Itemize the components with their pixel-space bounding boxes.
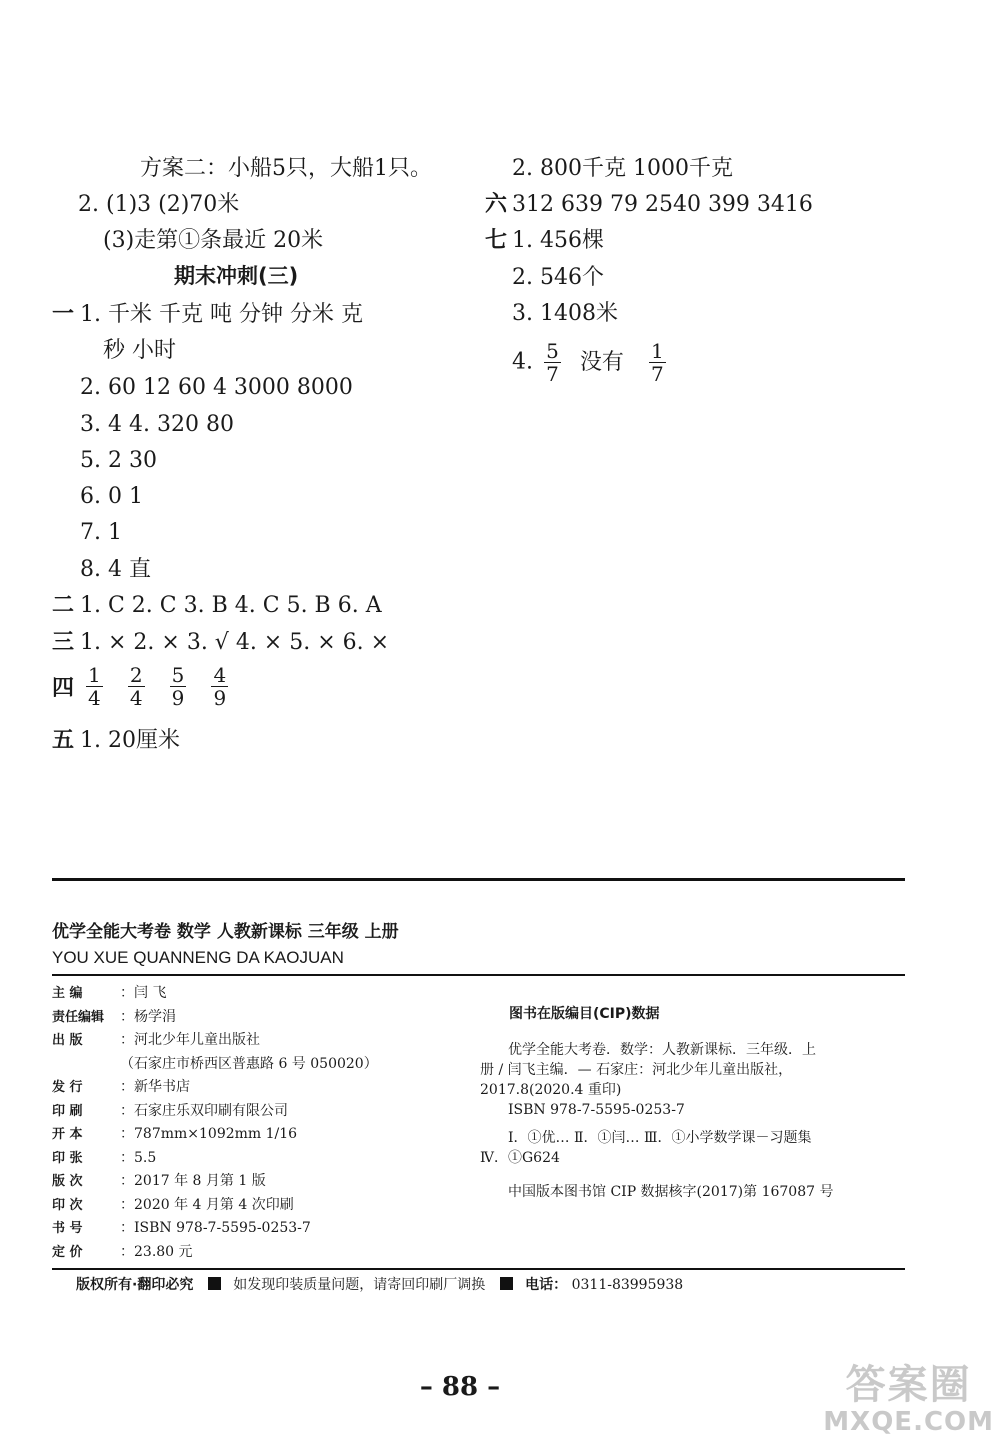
info-row: （石家庄市桥西区普惠路 6 号 050020） [120,1055,378,1072]
fraction: $\frac{1}{7}$ [651,339,664,386]
s1-q1-answer-cont: 秒 小时 [103,338,176,363]
section-seven-mark: 七 [485,228,508,253]
section-six-mark: 六 [485,192,508,217]
quality-notice: 如发现印装质量问题，请寄回印刷厂调换 [233,1277,486,1293]
fraction: $\frac{1}{4}$ [88,663,101,710]
cip-title: 图书在版编目(CIP)数据 [509,1006,660,1022]
black-square-icon [208,1277,221,1290]
page-number: – 88 – [419,1372,501,1402]
info-row: 开 本 ：787mm×1092mm 1/16 [52,1126,298,1142]
info-row: 主 编 ：闫 飞 [52,985,167,1001]
cip-line: 2017.8(2020.4 重印) [480,1082,622,1098]
fraction: $\frac{5}{9}$ [171,663,185,710]
s7-q3-answer: 3. 1408米 [512,301,618,326]
copyright-footer [76,1274,683,1296]
section-title: 期末冲刺(三) [174,264,299,288]
fraction: $\frac{5}{7}$ [546,339,559,386]
black-square-icon [500,1277,513,1290]
s7-q4-answer [512,340,680,385]
title-divider [52,974,905,976]
q2-answer-line2: (3)走第①条最近 20米 [103,228,324,253]
footer-divider [52,1268,905,1270]
site-watermark [823,1363,994,1437]
info-row: 发 行 ：新华书店 [52,1079,190,1095]
plan-two-answer: 方案二：小船5只，大船1只。 [140,156,432,181]
phone-number: 0311-83995938 [571,1277,684,1293]
cip-record [480,1040,816,1120]
cip-classification [480,1128,811,1168]
s7-q4-middle-text: 没有 [579,349,624,375]
info-row: 定 价 ：23.80 元 [52,1243,193,1260]
s1-q7-answer: 7. 1 [80,520,122,545]
fraction: $\frac{2}{4}$ [129,663,143,710]
s1-q6-answer: 6. 0 1 [80,484,143,509]
s1-q8-answer: 8. 4 直 [80,557,151,582]
info-row: 书 号 ：ISBN 978-7-5595-0253-7 [52,1220,311,1236]
section-one-mark: 一 [52,302,75,327]
book-title: 优学全能大考卷 数学 人教新课标 三年级 上册 [52,922,399,942]
s1-q1-answer: 1. 千米 千克 吨 分钟 分米 克 [80,302,363,327]
fraction: $\frac{4}{9}$ [213,663,227,710]
section-five-answer: 1. 20厘米 [80,728,180,753]
info-row: 印 次 ：2020 年 4 月第 4 次印刷 [52,1196,294,1213]
section-four-fractions [80,664,242,709]
section-two-answers: 1. C 2. C 3. B 4. C 5. B 6. A [80,593,382,618]
watermark-url: MXQE.COM [823,1407,994,1437]
s7-q2-answer: 2. 546个 [512,265,604,290]
section-five-mark: 五 [52,728,75,753]
watermark-logo: 答案圈 [845,1362,972,1408]
cip-class-line: Ⅰ．①优… Ⅱ．①闫… Ⅲ．①小学数学课－习题集 [508,1130,812,1146]
s7-q1-answer: 1. 456棵 [512,228,604,253]
section-two-mark: 二 [52,593,75,618]
section-four-mark: 四 [52,676,75,701]
cip-line: 册 / 闫飞主编．— 石家庄：河北少年儿童出版社， [480,1062,793,1078]
phone-label: 电话： [525,1277,568,1293]
info-row: 印 张 ：5.5 [52,1149,157,1166]
book-title-pinyin: YOU XUE QUANNENG DA KAOJUAN [52,948,344,967]
cip-line: ISBN 978-7-5595-0253-7 [508,1102,685,1118]
right-q2-answer: 2. 800千克 1000千克 [512,156,733,181]
cip-line: 优学全能大考卷．数学：人教新课标．三年级．上 [508,1042,816,1058]
info-row: 出 版 ：河北少年儿童出版社 [52,1032,260,1048]
s1-q3-q4-answer: 3. 4 4. 320 80 [80,412,234,437]
publication-info [52,982,378,1264]
section-six-answers: 312 639 79 2540 399 3416 [512,192,813,217]
cip-class-line: Ⅳ．①G624 [480,1150,560,1166]
info-row: 印 刷 ：石家庄乐双印刷有限公司 [52,1102,288,1119]
section-three-answers: 1. × 2. × 3. √ 4. × 5. × 6. × [80,630,390,655]
s1-q5-answer: 5. 2 30 [80,448,157,473]
cip-number: 中国版本图书馆 CIP 数据核字(2017)第 167087 号 [508,1184,834,1200]
top-divider [52,878,905,881]
copyright-notice: 版权所有·翻印必究 [76,1277,194,1293]
q2-answer-line1: 2. (1)3 (2)70米 [78,192,240,217]
info-row: 责任编辑 ：杨学涓 [52,1008,176,1025]
section-three-mark: 三 [52,630,75,655]
s7-q4-label: 4. [512,349,533,375]
info-row: 版 次 ：2017 年 8 月第 1 版 [52,1173,266,1189]
s1-q2-answer: 2. 60 12 60 4 3000 8000 [80,375,353,400]
